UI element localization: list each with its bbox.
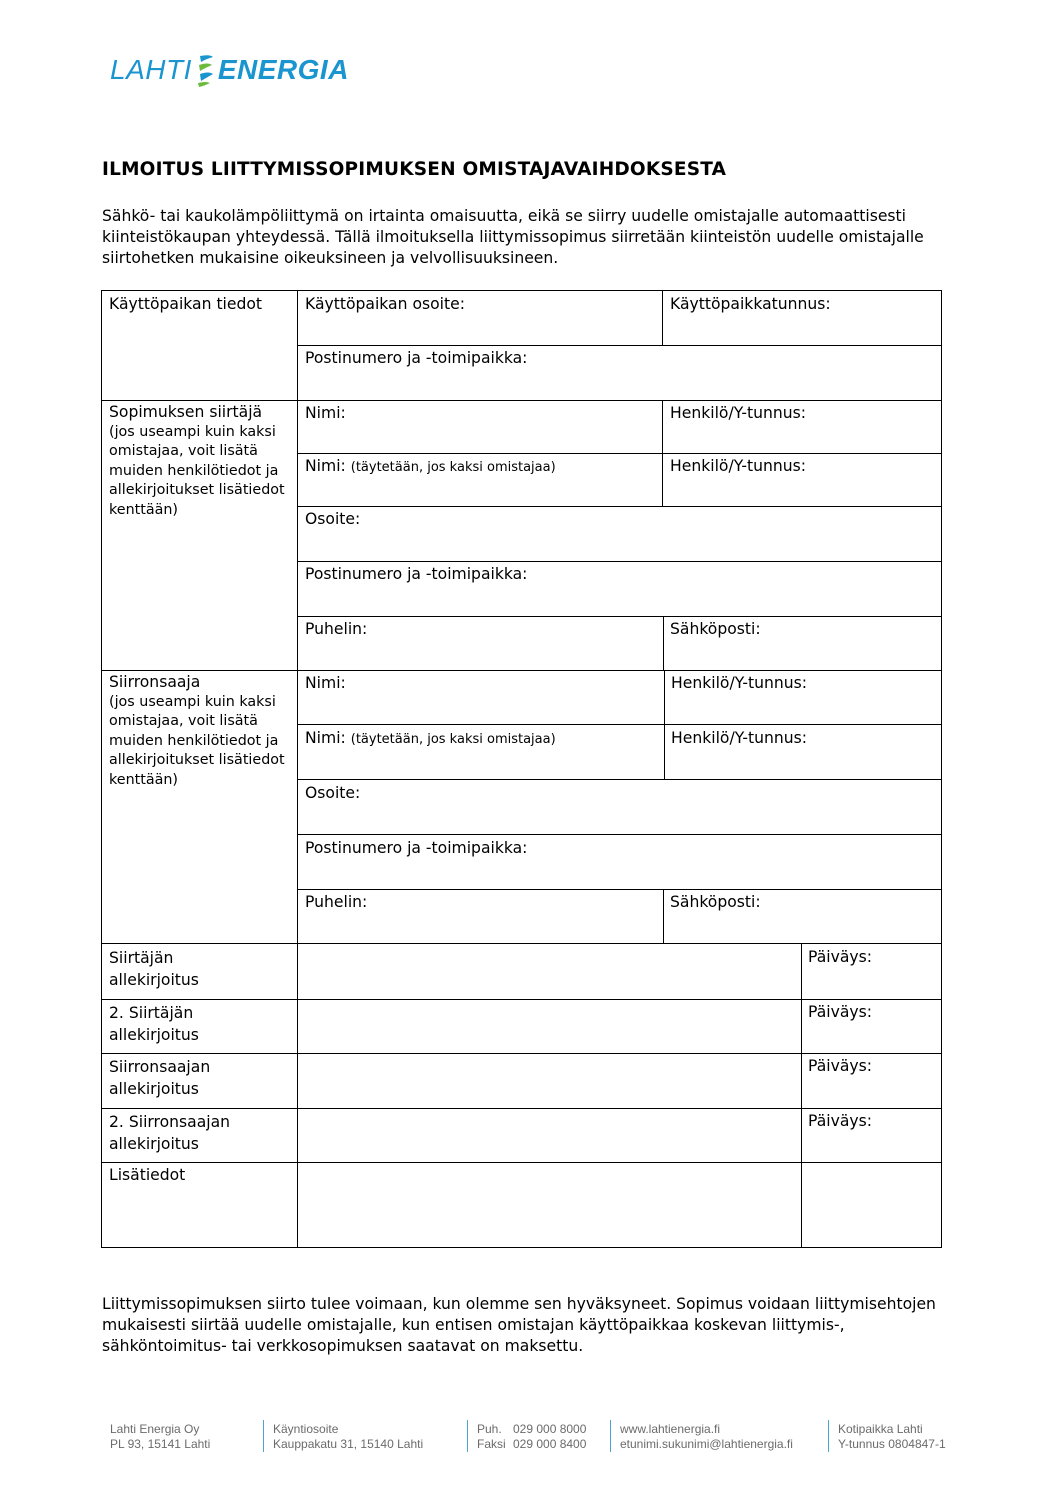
signature-label-line1: 2. Siirronsaajan	[109, 1113, 231, 1131]
signature-row-transferee	[109, 1056, 210, 1100]
signature-label-line2: allekirjoitus	[109, 1080, 199, 1098]
footer-phone-label: Puh.	[477, 1422, 502, 1436]
footer-separator	[828, 1420, 829, 1452]
footer-line: Lahti Energia Oy	[110, 1422, 200, 1436]
transferor-id-label: Henkilö/Y-tunnus:	[670, 404, 807, 422]
transferor-name2-field	[305, 456, 556, 478]
signature-date-label: Päiväys:	[808, 1112, 872, 1130]
transferee-note: (jos useampi kuin kaksi omistajaa, voit lisätä muiden henkilötiedot ja allekirjoitukset lisätiedot kenttään)	[109, 693, 285, 788]
transferee-label: Siirronsaaja	[109, 673, 201, 691]
logo-text-lahti: LAHTI	[110, 54, 192, 85]
logo-flame-icon	[196, 53, 216, 87]
signature-date-label: Päiväys:	[808, 948, 872, 966]
extra-info-label: Lisätiedot	[109, 1166, 186, 1184]
transferor-name2-note: (täytetään, jos kaksi omistajaa)	[350, 460, 556, 475]
signature-label-line1: Siirtäjän	[109, 949, 174, 967]
footer-separator	[610, 1420, 611, 1452]
footer-line: Y-tunnus 0804847-1	[838, 1437, 946, 1451]
footer-line: Käyntiosoite	[273, 1422, 339, 1436]
signature-label-line2: allekirjoitus	[109, 1026, 199, 1044]
signature-row-transferee-2	[109, 1111, 230, 1155]
site-id-label: Käyttöpaikkatunnus:	[670, 295, 831, 313]
footer-email-link[interactable]: etunimi.sukunimi@lahtienergia.fi	[620, 1437, 793, 1451]
closing-paragraph: Liittymissopimuksen siirto tulee voimaan, kun olemme sen hyväksyneet. Sopimus voidaan liittymisehtojen mukaisesti siirtää uudelle omistajalle, kun entisen omistajan käyttöpaikkaa koskevan liittymis-, sähköntoimitus- tai verkkosopimuksen saatavat on maksettu.	[102, 1295, 936, 1355]
signature-date-label: Päiväys:	[808, 1057, 872, 1075]
footer-website-link[interactable]: www.lahtienergia.fi	[620, 1422, 721, 1436]
transferor-label: Sopimuksen siirtäjä	[109, 403, 263, 421]
footer-phone: 029 000 8000	[513, 1422, 587, 1436]
footer-separator	[467, 1420, 468, 1452]
transferor-id2-label: Henkilö/Y-tunnus:	[670, 457, 807, 475]
footer-web	[620, 1422, 793, 1452]
footer-phone-fax	[477, 1422, 586, 1452]
company-logo	[110, 52, 349, 88]
footer-separator	[263, 1420, 264, 1452]
transferee-id-label: Henkilö/Y-tunnus:	[671, 674, 808, 692]
transferee-address-label: Osoite:	[305, 784, 361, 802]
signature-row-transferor-2	[109, 1002, 199, 1046]
footer-company	[110, 1422, 210, 1452]
intro-paragraph: Sähkö- tai kaukolämpöliittymä on irtainta omaisuutta, eikä se siirry uudelle omistajalle automaattisesti kiinteistökaupan yhteydessä. Tällä ilmoituksella liittymissopimus siirretään kiinteistön uudelle omistajalle siirtohetken mukaisine oikeuksineen ja velvollisuuksineen.	[102, 207, 924, 267]
transferee-section	[109, 673, 291, 790]
signature-date-label: Päiväys:	[808, 1003, 872, 1021]
transferor-address-label: Osoite:	[305, 510, 361, 528]
site-postal-label: Postinumero ja -toimipaikka:	[305, 349, 528, 367]
transferor-phone-label: Puhelin:	[305, 620, 368, 638]
signature-label-line2: allekirjoitus	[109, 971, 199, 989]
footer-line: Kotipaikka Lahti	[838, 1422, 923, 1436]
footer-fax: 029 000 8400	[513, 1437, 587, 1451]
transferee-name-label: Nimi:	[305, 674, 346, 692]
transfer-form	[101, 290, 942, 1248]
transferee-postal-label: Postinumero ja -toimipaikka:	[305, 839, 528, 857]
document-title: ILMOITUS LIITTYMISSOPIMUKSEN OMISTAJAVAIHDOKSESTA	[102, 159, 727, 180]
signature-label-line1: 2. Siirtäjän	[109, 1004, 194, 1022]
transferor-section	[109, 403, 291, 520]
transferor-email-label: Sähköposti:	[670, 620, 761, 638]
transferee-phone-label: Puhelin:	[305, 893, 368, 911]
signature-label-line1: Siirronsaajan	[109, 1058, 211, 1076]
transferor-note: (jos useampi kuin kaksi omistajaa, voit lisätä muiden henkilötiedot ja allekirjoitukset lisätiedot kenttään)	[109, 423, 285, 518]
footer-domicile	[838, 1422, 946, 1452]
transferee-email-label: Sähköposti:	[670, 893, 761, 911]
transferee-name2-field	[305, 728, 556, 750]
transferor-name2-label: Nimi:	[305, 457, 346, 475]
signature-row-transferor	[109, 947, 199, 991]
transferor-postal-label: Postinumero ja -toimipaikka:	[305, 565, 528, 583]
footer-fax-label: Faksi	[477, 1437, 506, 1451]
transferee-name2-note: (täytetään, jos kaksi omistajaa)	[350, 732, 556, 747]
logo-text-energia: ENERGIA	[217, 54, 349, 85]
site-info-label: Käyttöpaikan tiedot	[109, 295, 263, 313]
site-address-label: Käyttöpaikan osoite:	[305, 295, 465, 313]
signature-label-line2: allekirjoitus	[109, 1135, 199, 1153]
transferee-name2-label: Nimi:	[305, 729, 346, 747]
transferee-id2-label: Henkilö/Y-tunnus:	[671, 729, 808, 747]
footer-line: Kauppakatu 31, 15140 Lahti	[273, 1437, 424, 1451]
footer-visit-address	[273, 1422, 423, 1452]
footer-line: PL 93, 15141 Lahti	[110, 1437, 211, 1451]
transferor-name-label: Nimi:	[305, 404, 346, 422]
